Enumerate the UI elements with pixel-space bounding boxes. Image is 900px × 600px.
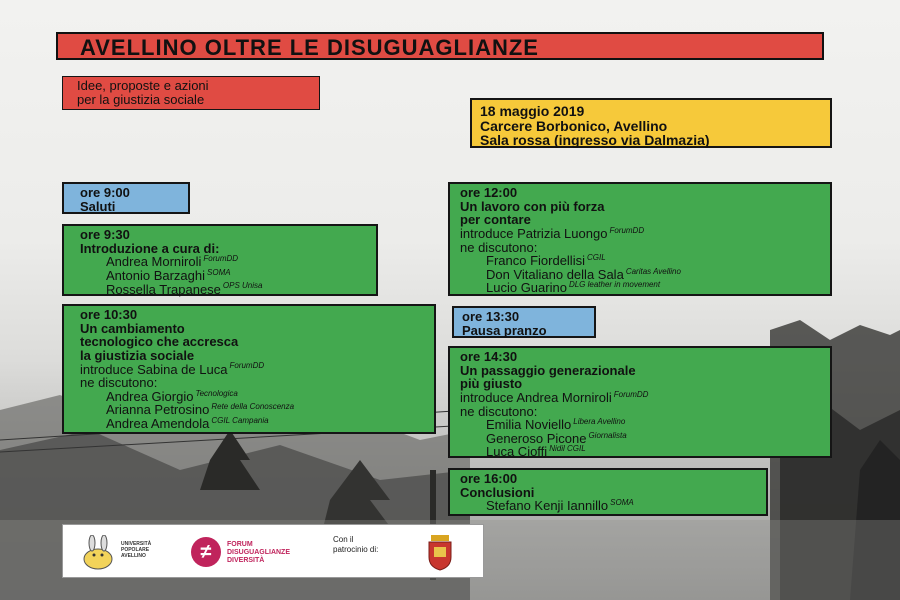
forum-logo-icon: ≠: [191, 537, 221, 567]
sponsor-footer: [62, 524, 484, 578]
session-1030: [62, 304, 436, 434]
subtitle-box: [62, 76, 320, 110]
session-discuss: ne discutono:: [80, 375, 158, 391]
forum-logo-line: DIVERSITÀ: [227, 557, 265, 565]
session-intro: introduce Sabina de Luca $^{ForumDD}$: [80, 361, 265, 377]
session-1430: [448, 346, 832, 458]
speaker: Lucio Guarino $^{DLG leather in movement}$: [486, 280, 661, 296]
session-time: ore 10:30: [80, 307, 138, 322]
forum-logo-line: FORUM: [227, 541, 253, 548]
patronage-line: patrocinio di:: [333, 544, 379, 554]
session-title-line: più giusto: [460, 376, 523, 392]
session-time: ore 16:00: [460, 471, 518, 486]
speaker: Emilia Noviello $^{Libera Avellino}$: [486, 416, 626, 433]
session-time: ore 9:00: [80, 185, 130, 200]
patronage-text: [333, 535, 378, 554]
session-intro: introduce Patrizia Luongo $^{ForumDD}$: [460, 225, 645, 241]
session-intro: introduce Andrea Morniroli $^{ForumDD}$: [460, 389, 649, 405]
event-venue: Carcere Borbonico, Avellino: [480, 117, 668, 134]
speaker: Luca Cioffi $^{Nidil CGIL}$: [486, 444, 586, 460]
session-0900: [62, 182, 190, 214]
university-logo-text: UNIVERSITÀ POPOLARE AVELLINO: [121, 541, 152, 559]
speaker: Antonio Barzaghi $^{SOMA}$: [106, 267, 231, 283]
speaker: Don Vitaliano della Sala $^{Caritas Avellino}$: [486, 266, 681, 282]
speaker: Andrea Amendola $^{CGIL Campania}$: [106, 415, 269, 432]
session-title-line: Un cambiamento: [80, 320, 185, 336]
event-room: Sala rossa (ingresso via Dalmazia): [480, 132, 710, 149]
city-crest-icon: [425, 533, 455, 571]
session-title-line: per contare: [460, 212, 531, 228]
speaker: Rossella Trapanese $^{OPS Unisa}$: [106, 281, 263, 297]
session-title-line: Un lavoro con più forza: [460, 198, 605, 214]
session-title: Pausa pranzo: [462, 322, 547, 338]
speaker: Arianna Petrosino $^{Rete della Conoscenza}$: [106, 402, 295, 418]
session-1200: [448, 182, 832, 296]
session-discuss: ne discutono:: [460, 403, 538, 419]
session-title-line: tecnologico che accresca: [80, 334, 239, 350]
session-time: ore 14:30: [460, 349, 518, 364]
session-time: ore 13:30: [462, 309, 520, 324]
speaker: Andrea Giorgio $^{Tecnologica}$: [106, 388, 238, 404]
forum-logo-text: [227, 541, 290, 565]
session-title-line: Un passaggio generazionale: [460, 362, 636, 378]
session-1330: [452, 306, 596, 338]
forum-logo-line: DISUGUAGLIANZE: [227, 549, 290, 557]
rabbit-logo-icon: [81, 535, 115, 571]
session-time: ore 9:30: [80, 227, 130, 242]
event-info-box: [470, 98, 832, 148]
session-time: ore 12:00: [460, 185, 518, 200]
subtitle-line-1: Idee, proposte e azioni: [77, 78, 209, 93]
session-title: Introduzione a cura di:: [80, 240, 220, 256]
speaker: Franco Fiordellisi $^{CGIL}$: [486, 252, 606, 269]
session-title: Saluti: [80, 198, 116, 214]
session-discuss: ne discutono:: [460, 239, 538, 255]
session-1600: [448, 468, 768, 516]
patronage-line: Con il: [333, 535, 354, 544]
session-title-line: la giustizia sociale: [80, 347, 195, 363]
event-title: AVELLINO OLTRE LE DISUGUAGLIANZE: [56, 32, 824, 60]
speaker: Andrea Morniroli $^{ForumDD}$: [106, 253, 239, 270]
speaker: Generoso Picone $^{Giornalista}$: [486, 430, 627, 446]
subtitle-line-2: per la giustizia sociale: [77, 91, 205, 107]
session-title: Conclusioni: [460, 484, 535, 500]
event-date: 18 maggio 2019: [480, 103, 585, 119]
session-0930: [62, 224, 378, 296]
speaker: Stefano Kenji Iannillo $^{SOMA}$: [486, 497, 634, 514]
